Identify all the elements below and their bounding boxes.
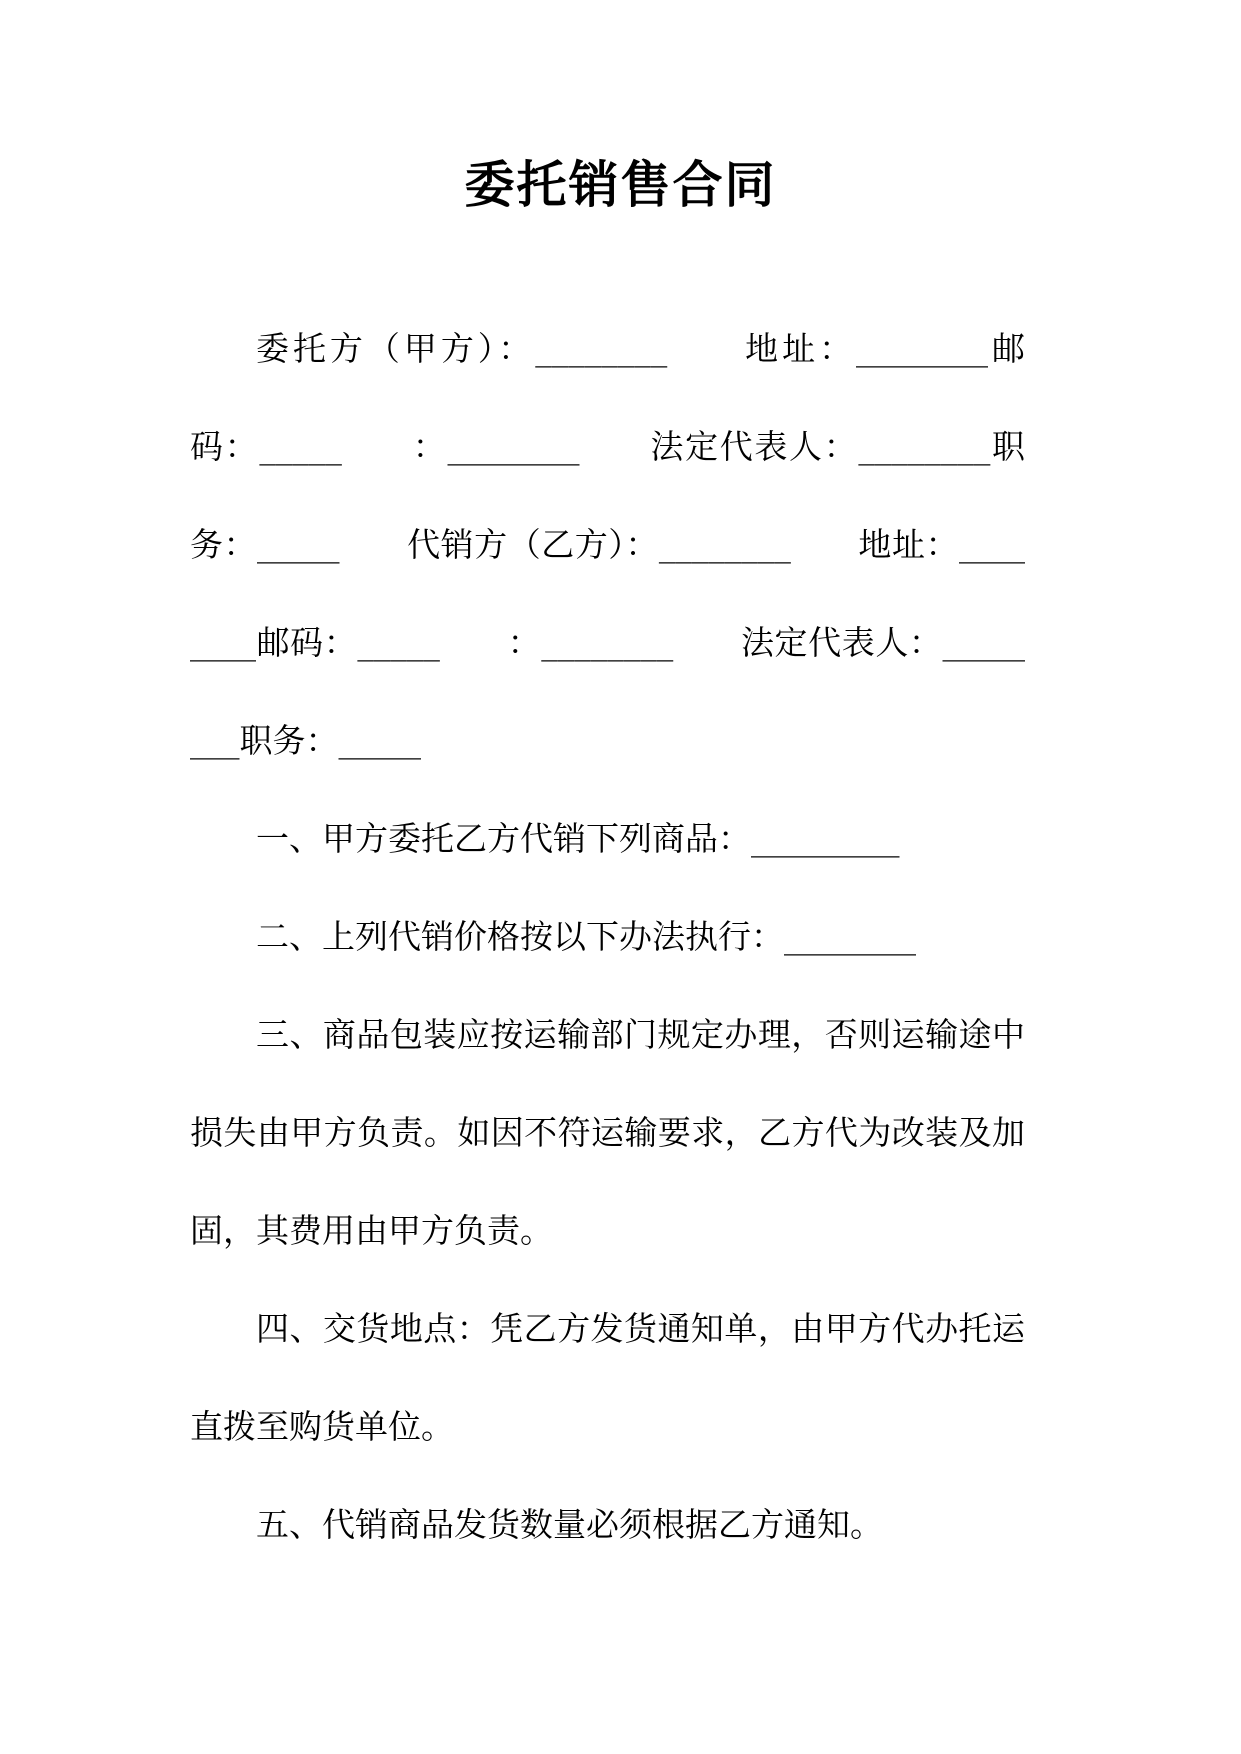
parties-paragraph: 委托方（甲方）：________ 地址：________邮码：_____ ：________ 法定代表人：________职务：_____ 代销方（乙方）：________ 地址：________邮码：_____ ：________ 法定代表人：________职务：_____ [190,329,1025,760]
clause-1-paragraph: 一、甲方委托乙方代销下列商品：_________ [256,819,900,858]
clause-2-paragraph: 二、上列代销价格按以下办法执行：________ [256,917,916,956]
clause-5-paragraph: 五、代销商品发货数量必须根据乙方通知。 [256,1505,883,1544]
document-title: 委托销售合同 [464,155,777,214]
document-body [190,300,1025,1574]
clause-4-paragraph: 四、交货地点：凭乙方发货通知单，由甲方代办托运直拨至购货单位。 [190,1309,1025,1446]
clause-3-paragraph: 三、商品包装应按运输部门规定办理，否则运输途中损失由甲方负责。如因不符运输要求，乙方代为改装及加固，其费用由甲方负责。 [190,1015,1025,1250]
